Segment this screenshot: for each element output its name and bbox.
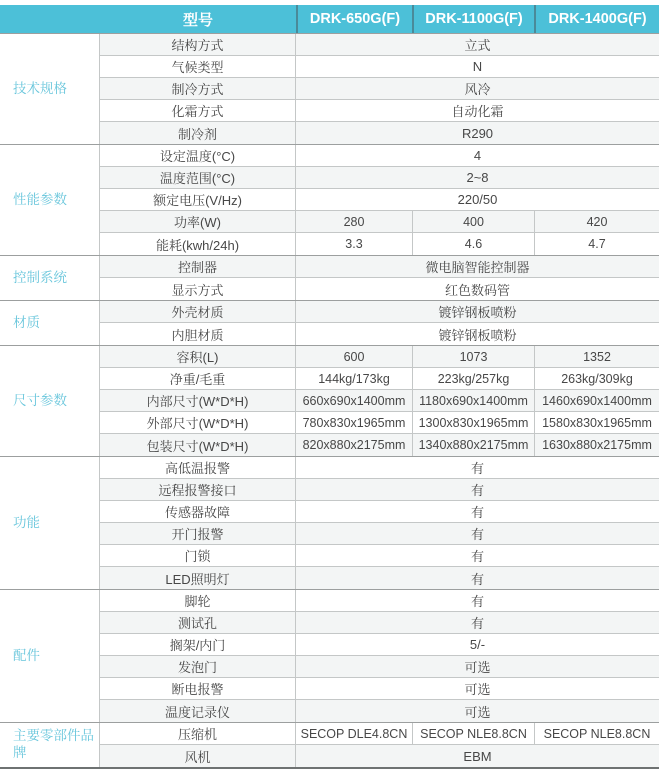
spec-group (0, 255, 659, 300)
spec-row (100, 634, 659, 656)
spec-value-cell: 280 (343, 214, 365, 229)
spec-value-cell: 400 (412, 211, 534, 232)
spec-label: 断电报警 (100, 678, 296, 699)
spec-value-cell: SECOP NLE8.8CN (412, 723, 534, 744)
category-label: 材质 (13, 314, 40, 330)
spec-row (100, 700, 659, 722)
spec-values (296, 678, 659, 699)
spec-values (296, 323, 659, 345)
spec-row (100, 656, 659, 678)
spec-values (296, 34, 659, 55)
spec-label: 风机 (100, 745, 296, 767)
spec-label: 包装尺寸(W*D*H) (100, 434, 296, 456)
spec-values (296, 745, 659, 767)
spec-values (296, 434, 659, 456)
spec-value-span: 有 (470, 483, 484, 498)
spec-values (296, 590, 659, 611)
spec-value-span: EBM (463, 748, 492, 764)
spec-values (296, 278, 659, 300)
spec-label: 温度记录仪 (100, 700, 296, 722)
spec-value-span: 5/- (469, 637, 486, 652)
spec-values (296, 211, 659, 232)
spec-row (100, 122, 659, 144)
category-label: 尺寸参数 (13, 392, 67, 408)
spec-label: 功率(W) (100, 211, 296, 232)
spec-label: 门锁 (100, 545, 296, 566)
model-column-drk-650: DRK-650G(F) (296, 5, 412, 33)
spec-value-cell: 1460x690x1400mm (534, 390, 659, 411)
spec-label: 内部尺寸(W*D*H) (100, 390, 296, 411)
spec-label: 气候类型 (100, 56, 296, 77)
category-cell (0, 346, 100, 456)
spec-value-cell: 1352 (534, 346, 659, 367)
spec-row (100, 145, 659, 167)
spec-value-cell: 1300x830x1965mm (412, 412, 534, 433)
spec-value-cell: 1180x690x1400mm (412, 390, 534, 411)
category-cell (0, 145, 100, 255)
spec-row (100, 323, 659, 345)
spec-label: 外部尺寸(W*D*H) (100, 412, 296, 433)
spec-value-cell: SECOP NLE8.8CN (534, 723, 659, 744)
spec-group (0, 300, 659, 345)
spec-row (100, 412, 659, 434)
spec-label: 制冷方式 (100, 78, 296, 99)
group-rows (100, 346, 659, 456)
spec-value-span: 立式 (464, 38, 491, 53)
spec-value-span: 4 (473, 148, 482, 163)
spec-values (296, 700, 659, 722)
spec-label: 控制器 (100, 256, 296, 277)
group-rows (100, 590, 659, 722)
spec-value-span: R290 (461, 125, 494, 141)
spec-value-cell: 780x830x1965mm (302, 415, 406, 430)
spec-value-span: 220/50 (457, 192, 498, 207)
spec-value-span: 风冷 (464, 82, 491, 97)
spec-row (100, 233, 659, 255)
group-rows (100, 457, 659, 589)
spec-values (296, 567, 659, 589)
spec-label: 温度范围(°C) (100, 167, 296, 188)
category-label: 主要零部件品牌 (13, 728, 94, 760)
spec-values (296, 723, 659, 744)
category-cell (0, 590, 100, 722)
model-column-drk-1400: DRK-1400G(F) (534, 5, 659, 33)
spec-values (296, 167, 659, 188)
spec-value-span: 可选 (464, 704, 491, 720)
group-rows (100, 301, 659, 345)
spec-values (296, 56, 659, 77)
spec-label: 外壳材质 (100, 301, 296, 322)
spec-row (100, 278, 659, 300)
spec-value-cell: 1340x880x2175mm (412, 434, 534, 456)
spec-value-span: 自动化霜 (451, 104, 504, 119)
spec-label: 结构方式 (100, 34, 296, 55)
category-cell (0, 301, 100, 345)
spec-row (100, 434, 659, 456)
spec-label: 搁架/内门 (100, 634, 296, 655)
spec-label: LED照明灯 (100, 567, 296, 589)
spec-value-span: 有 (470, 549, 484, 564)
spec-value-span: 有 (470, 594, 484, 609)
spec-row (100, 167, 659, 189)
spec-label: 内胆材质 (100, 323, 296, 345)
spec-label: 测试孔 (100, 612, 296, 633)
spec-row (100, 745, 659, 767)
spec-value-cell: 263kg/309kg (534, 368, 659, 389)
spec-row (100, 78, 659, 100)
spec-value-span: 镀锌钢板喷粉 (438, 305, 517, 320)
spec-row (100, 346, 659, 368)
spec-row (100, 189, 659, 211)
spec-row (100, 723, 659, 745)
spec-value-cell: 4.6 (412, 233, 534, 255)
spec-values (296, 301, 659, 322)
category-cell (0, 34, 100, 144)
spec-values (296, 145, 659, 166)
spec-value-cell: 1630x880x2175mm (534, 434, 659, 456)
spec-row (100, 545, 659, 567)
category-label: 性能参数 (13, 191, 67, 207)
spec-values (296, 189, 659, 210)
model-header-label: 型号 (182, 11, 213, 29)
spec-row (100, 678, 659, 700)
category-label: 功能 (13, 514, 40, 530)
spec-row (100, 390, 659, 412)
group-rows (100, 34, 659, 144)
category-label: 技术规格 (13, 80, 67, 96)
group-rows (100, 723, 659, 767)
category-label: 配件 (13, 647, 40, 663)
spec-value-cell: 420 (534, 211, 659, 232)
spec-label: 净重/毛重 (100, 368, 296, 389)
category-cell (0, 723, 100, 767)
spec-row (100, 100, 659, 122)
spec-values (296, 523, 659, 544)
spec-label: 制冷剂 (100, 122, 296, 144)
spec-values (296, 256, 659, 277)
spec-values (296, 368, 659, 389)
spec-row (100, 567, 659, 589)
spec-values (296, 346, 659, 367)
spec-value-cell: 3.3 (345, 237, 363, 251)
spec-label: 显示方式 (100, 278, 296, 300)
spec-label: 开门报警 (100, 523, 296, 544)
spec-row (100, 479, 659, 501)
spec-value-span: 可选 (464, 660, 491, 675)
spec-values (296, 412, 659, 433)
spec-values (296, 501, 659, 522)
spec-label: 能耗(kwh/24h) (100, 233, 296, 255)
spec-row (100, 457, 659, 479)
spec-value-cell: 4.7 (534, 233, 659, 255)
spec-values (296, 390, 659, 411)
spec-group (0, 456, 659, 589)
category-cell (0, 457, 100, 589)
spec-value-cell: 600 (343, 349, 365, 364)
spec-values (296, 233, 659, 255)
spec-value-cell: 1580x830x1965mm (534, 412, 659, 433)
spec-value-cell: 144kg/173kg (318, 371, 390, 386)
spec-label: 化霜方式 (100, 100, 296, 121)
spec-group (0, 345, 659, 456)
spec-value-cell: SECOP DLE4.8CN (300, 726, 408, 741)
spec-label: 容积(L) (100, 346, 296, 367)
spec-group (0, 722, 659, 769)
model-column-drk-1100: DRK-1100G(F) (412, 5, 534, 33)
spec-label: 设定温度(°C) (100, 145, 296, 166)
spec-values (296, 100, 659, 121)
spec-row (100, 256, 659, 278)
spec-value-cell: 660x690x1400mm (302, 393, 406, 408)
spec-row (100, 301, 659, 323)
spec-value-cell: 820x880x2175mm (302, 438, 406, 452)
spec-value-span: 镀锌钢板喷粉 (438, 327, 517, 343)
spec-label: 脚轮 (100, 590, 296, 611)
spec-row (100, 368, 659, 390)
model-header-cell (0, 5, 296, 33)
group-rows (100, 145, 659, 255)
spec-row (100, 590, 659, 612)
spec-values (296, 479, 659, 500)
spec-value-span: 微电脑智能控制器 (425, 260, 530, 275)
spec-value-span: 有 (470, 461, 484, 476)
spec-label: 压缩机 (100, 723, 296, 744)
spec-value-span: 2~8 (466, 170, 489, 185)
spec-value-span: 有 (470, 527, 484, 542)
spec-value-span: 有 (470, 616, 484, 631)
spec-row (100, 211, 659, 233)
table-body (0, 33, 659, 769)
spec-value-cell: 1073 (412, 346, 534, 367)
spec-values (296, 457, 659, 478)
spec-values (296, 545, 659, 566)
spec-value-span: N (472, 59, 483, 74)
spec-row (100, 56, 659, 78)
spec-values (296, 656, 659, 677)
spec-row (100, 612, 659, 634)
spec-value-span: 有 (470, 571, 484, 587)
spec-values (296, 612, 659, 633)
spec-group (0, 33, 659, 144)
spec-label: 远程报警接口 (100, 479, 296, 500)
spec-value-span: 红色数码管 (444, 282, 510, 298)
category-cell (0, 256, 100, 300)
spec-values (296, 634, 659, 655)
spec-label: 传感器故障 (100, 501, 296, 522)
spec-values (296, 78, 659, 99)
spec-group (0, 589, 659, 722)
spec-value-span: 有 (470, 505, 484, 520)
spec-row (100, 523, 659, 545)
spec-label: 额定电压(V/Hz) (100, 189, 296, 210)
group-rows (100, 256, 659, 300)
spec-value-cell: 223kg/257kg (412, 368, 534, 389)
spec-label: 高低温报警 (100, 457, 296, 478)
table-header-row (0, 5, 659, 33)
spec-row (100, 34, 659, 56)
spec-group (0, 144, 659, 255)
category-label: 控制系统 (13, 269, 67, 285)
spec-row (100, 501, 659, 523)
spec-label: 发泡门 (100, 656, 296, 677)
spec-values (296, 122, 659, 144)
spec-value-span: 可选 (464, 682, 491, 697)
